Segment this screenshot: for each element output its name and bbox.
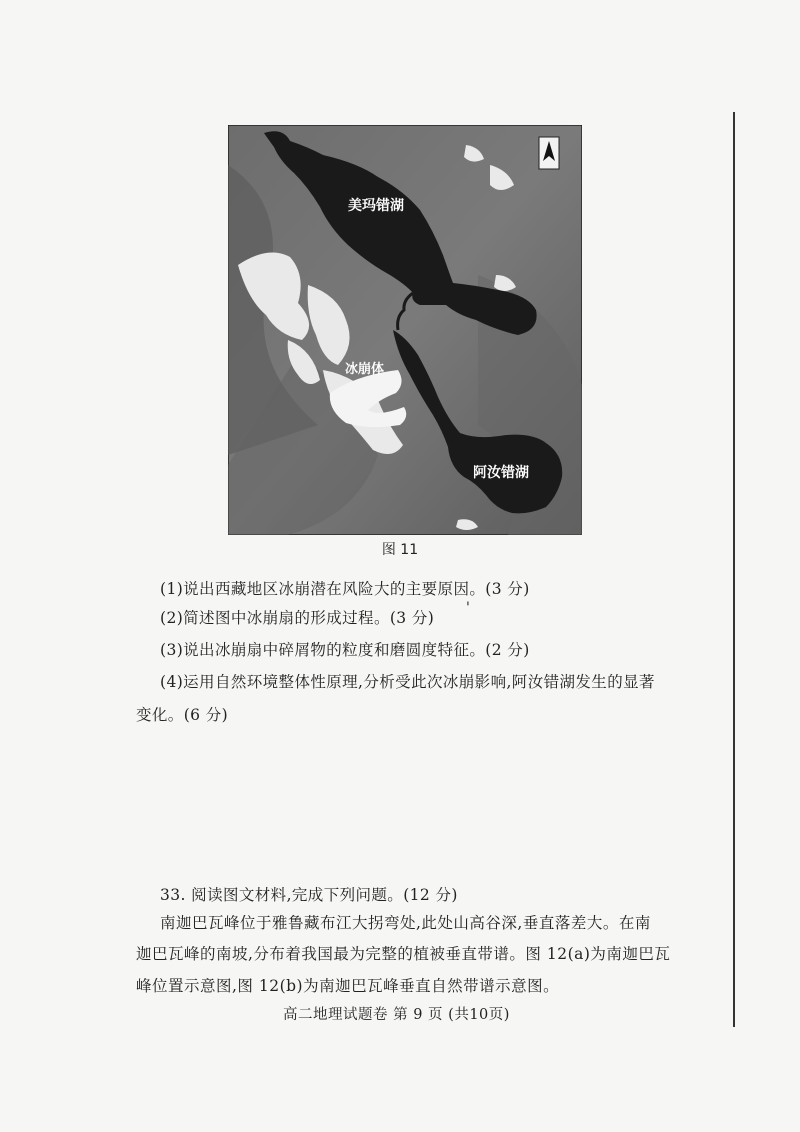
stray-mark: '	[466, 600, 470, 616]
question-4-line-2: 变化。(6 分)	[136, 706, 229, 724]
page-footer: 高二地理试题卷 第 9 页 (共10页)	[283, 1007, 510, 1023]
north-arrow-icon	[539, 137, 559, 169]
label-avalanche: 冰崩体	[345, 362, 385, 377]
question-4-line-1: (4)运用自然环境整体性原理,分析受此次冰崩影响,阿汝错湖发生的显著	[160, 673, 655, 691]
satellite-figure	[228, 125, 582, 535]
question-33-para-line-1: 南迦巴瓦峰位于雅鲁藏布江大拐弯处,此处山高谷深,垂直落差大。在南	[160, 914, 651, 932]
question-2: (2)简述图中冰崩扇的形成过程。(3 分)	[160, 609, 435, 627]
question-33-para-line-2: 迦巴瓦峰的南坡,分布着我国最为完整的植被垂直带谱。图 12(a)为南迦巴瓦	[136, 945, 671, 963]
satellite-map	[228, 125, 582, 535]
margin-rule	[733, 112, 735, 1027]
label-lake-meima: 美玛错湖	[348, 198, 404, 214]
label-lake-aru: 阿汝错湖	[473, 465, 529, 481]
question-33-heading: 33. 阅读图文材料,完成下列问题。(12 分)	[160, 886, 458, 904]
figure-caption: 图 11	[381, 542, 419, 558]
question-1: (1)说出西藏地区冰崩潜在风险大的主要原因。(3 分)	[160, 580, 530, 598]
question-3: (3)说出冰崩扇中碎屑物的粒度和磨圆度特征。(2 分)	[160, 641, 530, 659]
question-33-para-line-3: 峰位置示意图,图 12(b)为南迦巴瓦峰垂直自然带谱示意图。	[136, 977, 560, 995]
